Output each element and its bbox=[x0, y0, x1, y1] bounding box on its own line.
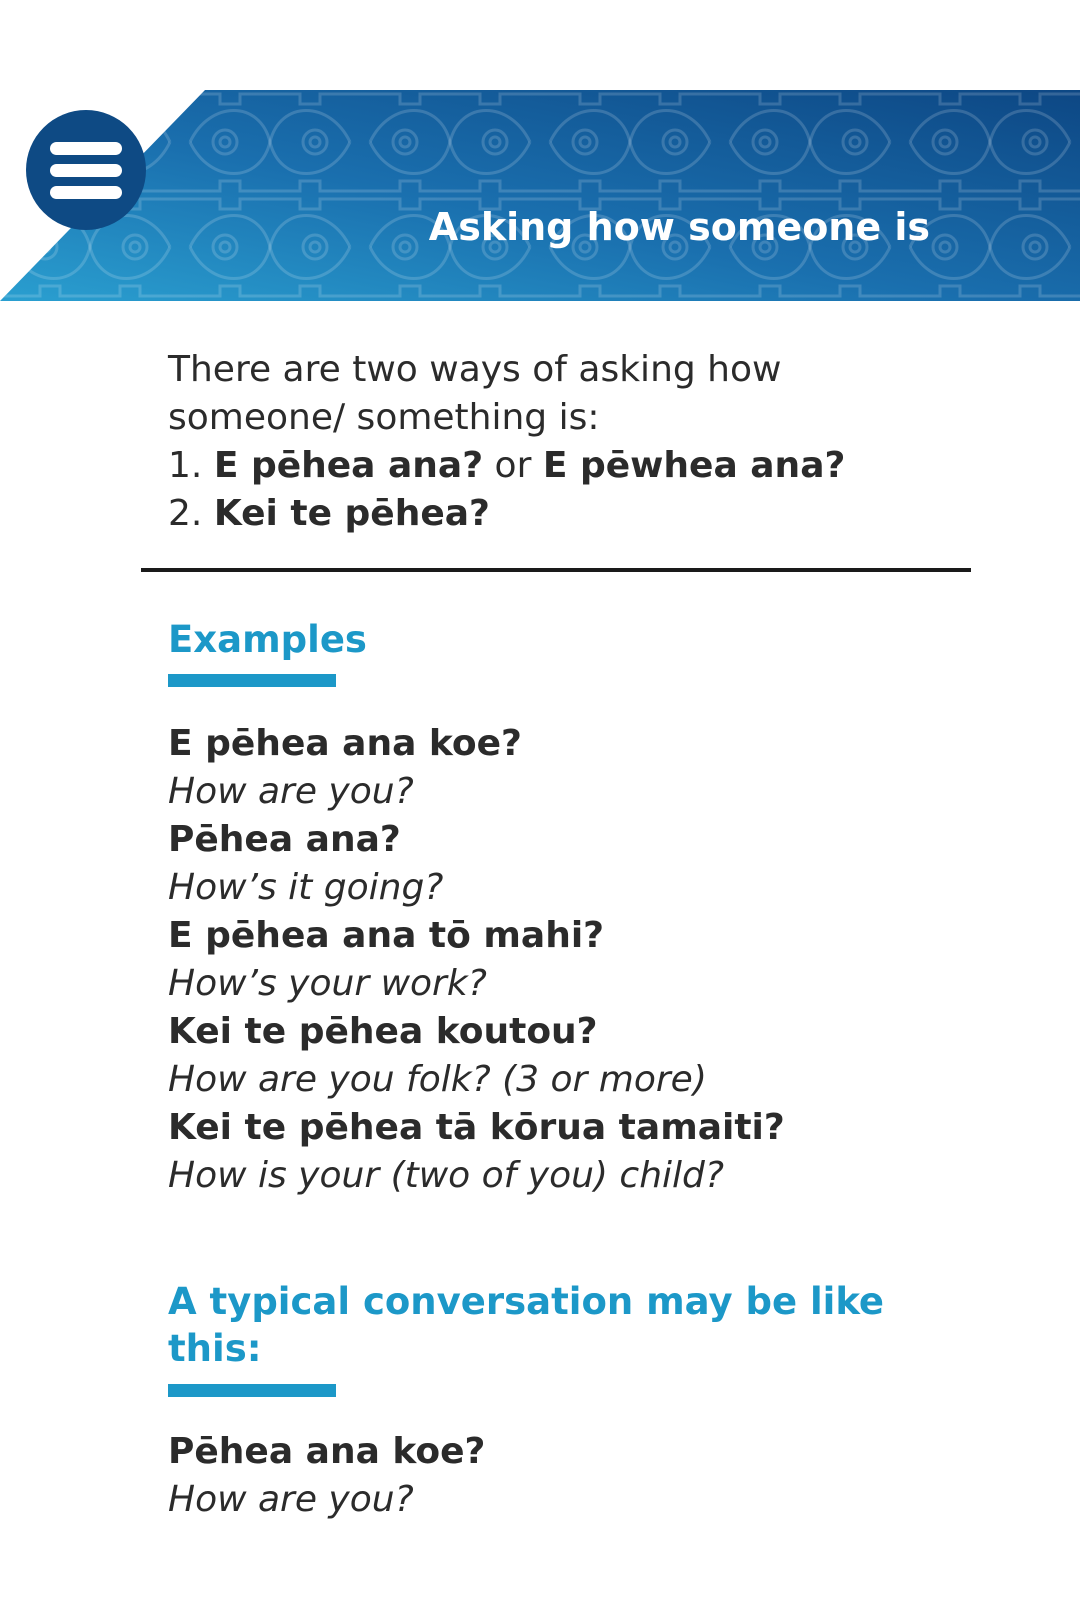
list-item bbox=[168, 1104, 1048, 1200]
section-divider bbox=[141, 568, 971, 572]
banner-pattern bbox=[0, 90, 1080, 301]
intro-line: someone/ something is: bbox=[168, 397, 600, 438]
maori-phrase: Pēhea ana? bbox=[168, 819, 401, 860]
intro-item bbox=[168, 442, 988, 490]
english-translation: How is your (two of you) child? bbox=[168, 1155, 724, 1196]
examples-heading-underline bbox=[168, 674, 336, 687]
maori-phrase: E pēhea ana tō mahi? bbox=[168, 915, 605, 956]
conversation-heading-underline bbox=[168, 1384, 336, 1397]
conversation-heading-line: A typical conversation may be like bbox=[168, 1280, 885, 1323]
list-item bbox=[168, 912, 1048, 1008]
conversation-heading bbox=[168, 1278, 948, 1372]
maori-phrase: Kei te pēhea koutou? bbox=[168, 1011, 598, 1052]
examples-heading: Examples bbox=[168, 618, 367, 661]
intro-item-number: 1. bbox=[168, 445, 203, 486]
intro-item-phrase: E pēhea ana? bbox=[213, 445, 484, 486]
hamburger-menu-icon bbox=[50, 186, 122, 199]
intro-line: There are two ways of asking how bbox=[168, 349, 782, 390]
english-translation: How are you? bbox=[168, 771, 414, 812]
intro-item-phrase: Kei te pēhea? bbox=[213, 493, 490, 534]
english-translation: How’s it going? bbox=[168, 867, 444, 908]
maori-phrase: Kei te pēhea tā kōrua tamaiti? bbox=[168, 1107, 785, 1148]
english-translation: How are you? bbox=[168, 1479, 414, 1520]
maori-phrase: Pēhea ana koe? bbox=[168, 1431, 486, 1472]
intro-text bbox=[168, 346, 988, 538]
conversation-heading-line: this: bbox=[168, 1327, 262, 1370]
intro-item bbox=[168, 490, 988, 538]
header-banner bbox=[0, 90, 1080, 301]
intro-item-number: 2. bbox=[168, 493, 203, 534]
list-item bbox=[168, 720, 1048, 816]
intro-item-phrase: E pēwhea ana? bbox=[542, 445, 846, 486]
menu-button[interactable] bbox=[26, 110, 146, 230]
list-item bbox=[168, 1008, 1048, 1104]
english-translation: How are you folk? (3 or more) bbox=[168, 1059, 707, 1100]
page-title: Asking how someone is bbox=[428, 205, 930, 249]
list-item bbox=[168, 816, 1048, 912]
hamburger-menu-icon bbox=[50, 164, 122, 177]
list-item bbox=[168, 1428, 1048, 1524]
examples-list bbox=[168, 720, 1048, 1200]
english-translation: How’s your work? bbox=[168, 963, 487, 1004]
hamburger-menu-icon bbox=[50, 142, 122, 155]
maori-phrase: E pēhea ana koe? bbox=[168, 723, 522, 764]
conversation-list bbox=[168, 1428, 1048, 1524]
intro-item-connector: or bbox=[494, 445, 532, 486]
